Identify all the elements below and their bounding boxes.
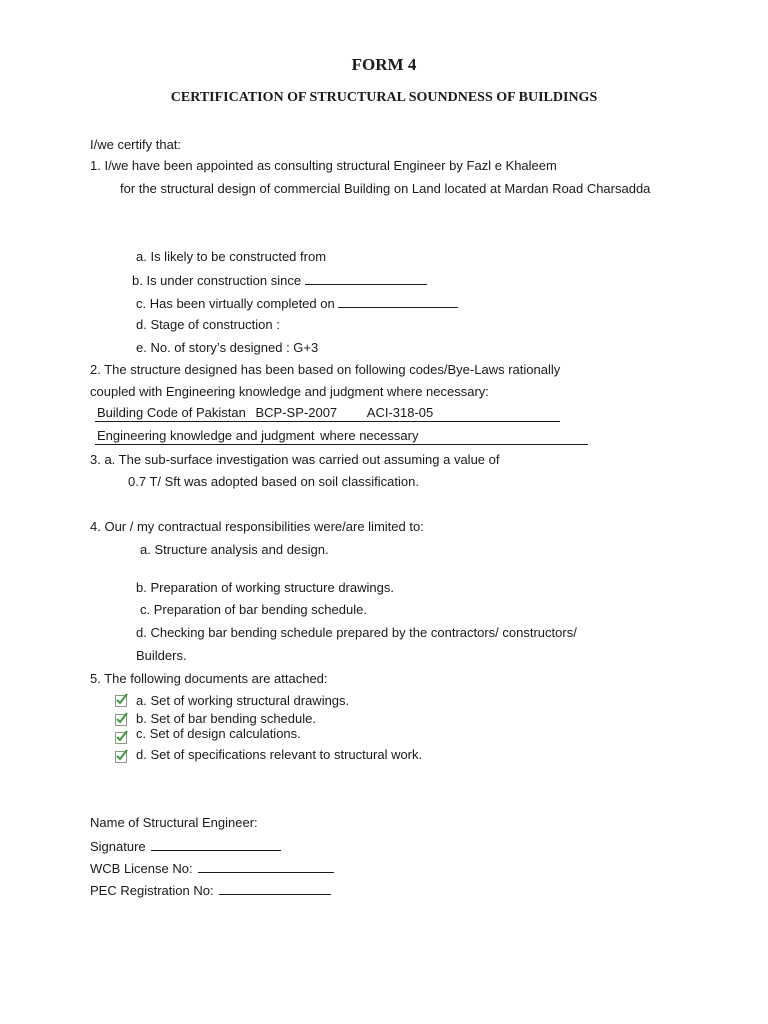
wcb-label: WCB License No: — [90, 861, 193, 876]
signature-field[interactable] — [151, 838, 281, 851]
s4-item-b: b. Preparation of working structure drawings. — [136, 580, 394, 595]
s5-item-c: c. Set of design calculations. — [136, 726, 301, 741]
checkbox-calculations[interactable] — [115, 732, 127, 744]
s4-line1: 4. Our / my contractual responsibilities were/are limited to: — [90, 519, 424, 534]
code-aci: ACI-318-05 — [366, 405, 434, 420]
completed-blank — [338, 295, 458, 308]
check-icon — [115, 729, 129, 743]
s1-item-c — [136, 295, 458, 312]
pec-label: PEC Registration No: — [90, 883, 214, 898]
checkbox-drawings[interactable] — [115, 695, 127, 707]
s5-item-b: b. Set of bar bending schedule. — [136, 711, 316, 726]
s4-item-d-line2: Builders. — [136, 648, 187, 663]
s2-codes-line1 — [97, 405, 433, 421]
s1-item-d: d. Stage of construction : — [136, 317, 280, 332]
wcb-row — [90, 860, 334, 877]
form-title: FORM 4 — [351, 55, 417, 74]
codes-line2-rule — [95, 444, 588, 445]
s1-item-c-label: c. Has been virtually completed on — [136, 296, 335, 311]
s2-codes-line2 — [97, 428, 418, 444]
checkbox-specifications[interactable] — [115, 751, 127, 763]
s1-item-b-label: b. Is under construction since — [132, 273, 302, 288]
s5-item-a: a. Set of working structural drawings. — [136, 693, 350, 708]
wcb-field[interactable] — [198, 860, 334, 873]
signature-label: Signature — [90, 839, 146, 854]
codes-line1-rule — [95, 421, 560, 422]
checkbox-bar-bending[interactable] — [115, 714, 127, 726]
s4-item-a: a. Structure analysis and design. — [140, 542, 329, 557]
s1-line2: for the structural design of commercial Building on Land located at Mardan Road Charsadda — [120, 181, 651, 196]
code-where-necessary: where necessary — [320, 428, 419, 443]
code-bcp: BCP-SP-2007 — [255, 405, 338, 420]
s5-line1: 5. The following documents are attached: — [90, 671, 328, 686]
s3-line2: 0.7 T/ Sft was adopted based on soil classification. — [128, 474, 419, 489]
code-building-code: Building Code of Pakistan — [97, 405, 246, 420]
signature-row — [90, 838, 281, 855]
s1-item-a: a. Is likely to be constructed from — [136, 249, 327, 264]
check-icon — [115, 711, 129, 725]
check-icon — [115, 748, 129, 762]
pec-field[interactable] — [219, 882, 331, 895]
check-icon — [115, 692, 129, 706]
s1-line1: 1. I/we have been appointed as consulting structural Engineer by Fazl e Khaleem — [90, 158, 557, 173]
since-blank — [305, 272, 427, 285]
s1-item-b — [132, 272, 427, 289]
s4-item-d-line1: d. Checking bar bending schedule prepared by the contractors/ constructors/ — [136, 625, 577, 640]
code-engineering-judgment: Engineering knowledge and judgment — [97, 428, 315, 443]
s3-line1: 3. a. The sub-surface investigation was carried out assuming a value of — [90, 452, 500, 467]
pec-row — [90, 882, 331, 899]
s2-line2: coupled with Engineering knowledge and judgment where necessary: — [90, 384, 489, 399]
engineer-name-label: Name of Structural Engineer: — [90, 815, 258, 830]
s4-item-c: c. Preparation of bar bending schedule. — [140, 602, 367, 617]
s1-item-e: e. No. of story’s designed : G+3 — [136, 340, 319, 355]
s5-item-d: d. Set of specifications relevant to structural work. — [136, 747, 423, 762]
form-subtitle: CERTIFICATION OF STRUCTURAL SOUNDNESS OF BUILDINGS — [170, 90, 598, 105]
s2-line1: 2. The structure designed has been based on following codes/Bye-Laws rationally — [90, 362, 561, 377]
intro-text: I/we certify that: — [90, 137, 182, 152]
